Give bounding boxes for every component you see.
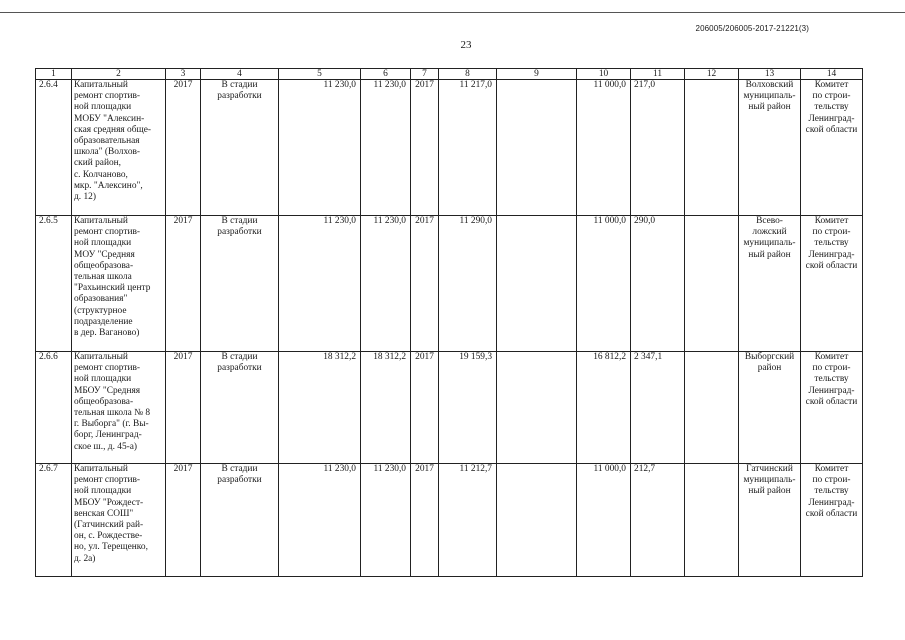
col8-value: 19 159,3 — [439, 352, 497, 464]
municipality: Выборгский район — [739, 352, 801, 464]
col9-value — [497, 352, 577, 464]
table-row — [36, 352, 863, 464]
col6-value: 11 230,0 — [361, 464, 411, 577]
column-header: 12 — [685, 69, 739, 80]
col12-value — [685, 352, 739, 464]
column-header: 3 — [166, 69, 201, 80]
column-header: 7 — [411, 69, 439, 80]
column-header: 4 — [201, 69, 279, 80]
responsible-body: Комитет по строи- тельству Ленинград- ской области — [801, 464, 863, 577]
start-year: 2017 — [166, 216, 201, 352]
col10-value: 16 812,2 — [577, 352, 631, 464]
objects-table — [35, 68, 863, 577]
municipality: Всево- ложский муниципаль- ный район — [739, 216, 801, 352]
column-header: 10 — [577, 69, 631, 80]
col6-value: 11 230,0 — [361, 80, 411, 216]
col6-value: 11 230,0 — [361, 216, 411, 352]
col9-value — [497, 80, 577, 216]
col12-value — [685, 216, 739, 352]
column-header: 5 — [279, 69, 361, 80]
col5-value: 11 230,0 — [279, 216, 361, 352]
start-year: 2017 — [166, 80, 201, 216]
responsible-body: Комитет по строи- тельству Ленинград- ской области — [801, 352, 863, 464]
col9-value — [497, 464, 577, 577]
column-header-row — [36, 69, 863, 80]
responsible-body: Комитет по строи- тельству Ленинград- ской области — [801, 216, 863, 352]
col11-value: 217,0 — [631, 80, 685, 216]
col10-value: 11 000,0 — [577, 216, 631, 352]
column-header: 8 — [439, 69, 497, 80]
col11-value: 2 347,1 — [631, 352, 685, 464]
start-year: 2017 — [166, 464, 201, 577]
col7-year: 2017 — [411, 80, 439, 216]
object-name: Капитальный ремонт спортив- ной площадки МБОУ "Рождест- венская СОШ" (Гатчинский рай- он, с. Рождестве- но, ул. Терещенко, д. 2а) — [72, 464, 166, 577]
column-header: 14 — [801, 69, 863, 80]
col12-value — [685, 80, 739, 216]
stage: В стадии разработки — [201, 352, 279, 464]
table-row — [36, 464, 863, 577]
column-header: 6 — [361, 69, 411, 80]
col8-value: 11 290,0 — [439, 216, 497, 352]
object-name: Капитальный ремонт спортив- ной площадки МОУ "Средняя общеобразова- тельная школа "Рахьинский центр образования" (структурное подразделение в дер. Ваганово) — [72, 216, 166, 352]
col5-value: 11 230,0 — [279, 464, 361, 577]
col7-year: 2017 — [411, 352, 439, 464]
col11-value: 212,7 — [631, 464, 685, 577]
row-number: 2.6.4 — [36, 80, 72, 216]
col5-value: 18 312,2 — [279, 352, 361, 464]
column-header: 2 — [72, 69, 166, 80]
col10-value: 11 000,0 — [577, 80, 631, 216]
col7-year: 2017 — [411, 216, 439, 352]
start-year: 2017 — [166, 352, 201, 464]
col12-value — [685, 464, 739, 577]
stage: В стадии разработки — [201, 216, 279, 352]
col10-value: 11 000,0 — [577, 464, 631, 577]
col7-year: 2017 — [411, 464, 439, 577]
object-name: Капитальный ремонт спортив- ной площадки МБОУ "Средняя общеобразова- тельная школа № 8 г. Выборга" (г. Вы- борг, Ленинград- ское ш., д. 45-а) — [72, 352, 166, 464]
column-header: 13 — [739, 69, 801, 80]
column-header: 11 — [631, 69, 685, 80]
col11-value: 290,0 — [631, 216, 685, 352]
column-header: 9 — [497, 69, 577, 80]
col5-value: 11 230,0 — [279, 80, 361, 216]
col9-value — [497, 216, 577, 352]
stage: В стадии разработки — [201, 80, 279, 216]
municipality: Волховский муниципаль- ный район — [739, 80, 801, 216]
stage: В стадии разработки — [201, 464, 279, 577]
document-id: 206005/206005-2017-21221(3) — [695, 24, 809, 33]
table-row — [36, 80, 863, 216]
responsible-body: Комитет по строи- тельству Ленинград- ской области — [801, 80, 863, 216]
col8-value: 11 217,0 — [439, 80, 497, 216]
col6-value: 18 312,2 — [361, 352, 411, 464]
column-header: 1 — [36, 69, 72, 80]
object-name: Капитальный ремонт спортив- ной площадки МОБУ "Алексин- ская средняя обще- образовательная школа" (Волхов- ский район, с. Колчаново, мкр. "Алексино", д. 12) — [72, 80, 166, 216]
row-number: 2.6.7 — [36, 464, 72, 577]
municipality: Гатчинский муниципаль- ный район — [739, 464, 801, 577]
row-number: 2.6.5 — [36, 216, 72, 352]
scan-top-edge — [0, 12, 905, 13]
table-row — [36, 216, 863, 352]
row-number: 2.6.6 — [36, 352, 72, 464]
page-number: 23 — [460, 39, 472, 51]
col8-value: 11 212,7 — [439, 464, 497, 577]
